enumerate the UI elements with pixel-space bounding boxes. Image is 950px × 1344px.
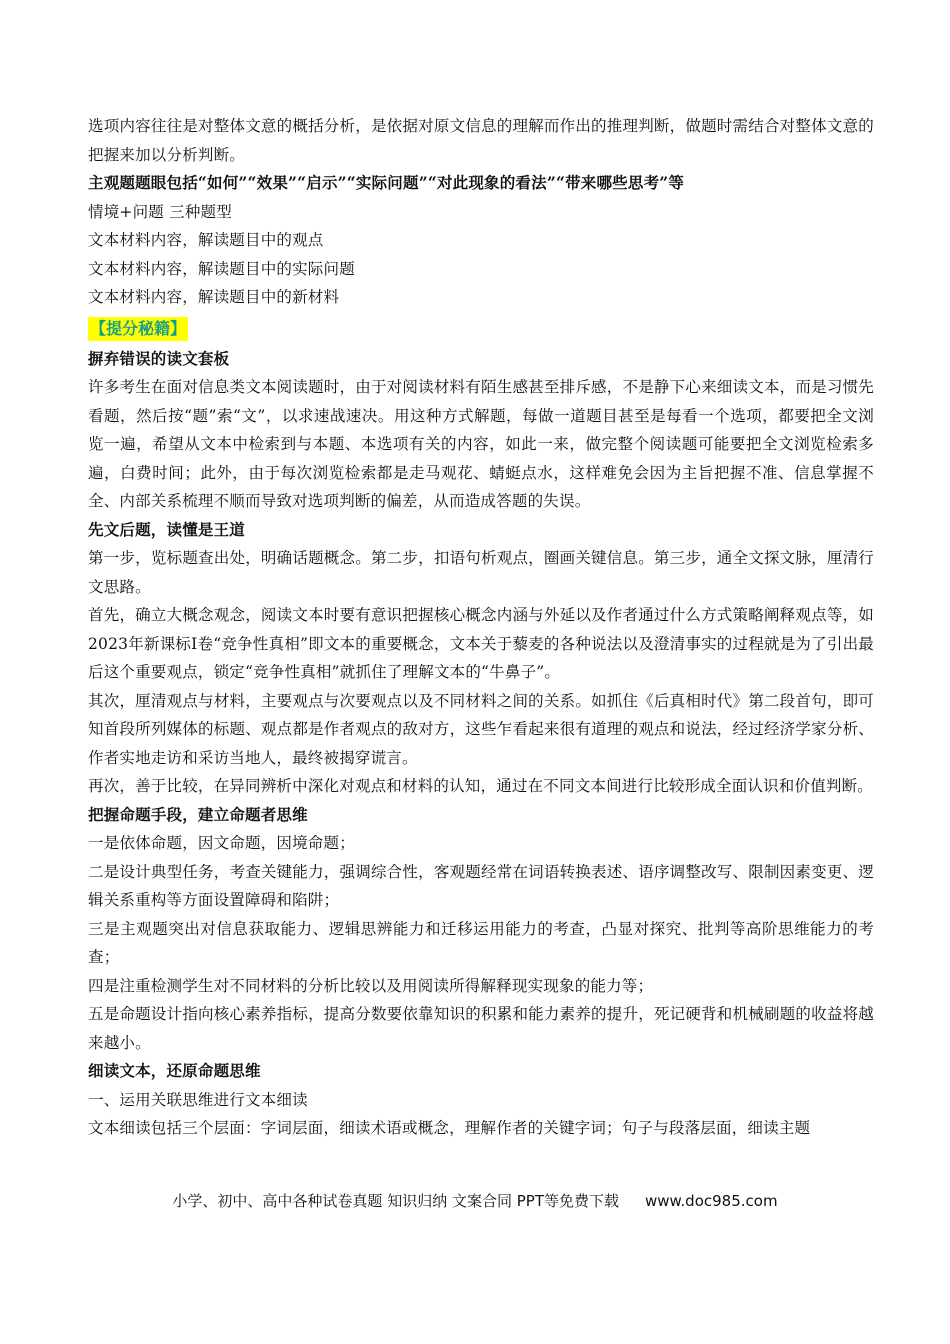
- paragraph-three-steps: 第一步，览标题查出处，明确话题概念。第二步，扣语句析观点，圈画关键信息。第三步，通全文探文脉，厘清行文思路。: [88, 549, 874, 596]
- heading-close-reading: 细读文本，还原命题思维: [88, 1061, 261, 1080]
- paragraph-second-viewpoints: 其次，厘清观点与材料，主要观点与次要观点以及不同材料之间的关系。如抓住《后真相时代》第二段首句，即可知首段所列媒体的标题、观点都是作者观点的敌对方，这些乍看起来很有道理的观点和说法，经过经济学家分析、作者实地走访和采访当地人，最终被揭穿谎言。: [88, 691, 874, 767]
- heading-abandon-wrong-template: 摒弃错误的读文套板: [88, 348, 230, 368]
- subjective-question-keywords: 主观题题眼包括“如何”“效果”“启示”“实际问题”“对此现象的看法”“带来哪些思考”等: [88, 173, 685, 192]
- type-item-viewpoint: 文本材料内容，解读题目中的观点: [88, 231, 324, 249]
- footer-text: 小学、初中、高中各种试卷真题 知识归纳 文案合同 PPT等免费下载: [172, 1192, 619, 1210]
- paragraph-third-compare: 再次，善于比较，在异同辨析中深化对观点和材料的认知，通过在不同文本间进行比较形成全面认识和价值判断。: [88, 777, 874, 795]
- document-body: [88, 112, 874, 1143]
- list-item-two: 二是设计典型任务，考查关键能力，强调综合性，客观题经常在词语转换表述、语序调整改写、限制因素变更、逻辑关系重构等方面设置障碍和陷阱；: [88, 862, 874, 909]
- type-item-new-material: 文本材料内容，解读题目中的新材料: [88, 288, 340, 306]
- page-footer: [0, 1190, 950, 1211]
- question-types-line: 情境+问题 三种题型: [88, 202, 232, 221]
- type-item-practical-problem: 文本材料内容，解读题目中的实际问题: [88, 259, 355, 278]
- footer-url: www.doc985.com: [644, 1192, 778, 1210]
- paragraph-first-concept: 首先，确立大概念观念，阅读文本时要有意识把握核心概念内涵与外延以及作者通过什么方式策略阐释观点等，如2023年新课标Ⅰ卷“竞争性真相”即文本的重要概念，文本关于藜麦的各种说法以及澄清事实的过程就是为了引出最后这个重要观点，锁定“竞争性真相”就抓住了理解文本的“牛鼻子”。: [88, 606, 874, 681]
- tips-badge-row: [88, 314, 874, 344]
- heading-text-first: 先文后题，读懂是王道: [88, 519, 246, 539]
- list-item-four: 四是注重检测学生对不同材料的分析比较以及用阅读所得解释现实现象的能力等；: [88, 976, 654, 995]
- paragraph-options-analysis: 选项内容往往是对整体文意的概括分析，是依据对原文信息的理解而作出的推理判断，做题时需结合对整体文意的把握来加以分析判断。: [88, 117, 874, 164]
- subheading-association-thinking: 一、运用关联思维进行文本细读: [88, 1090, 308, 1109]
- list-item-one: 一是依体命题，因文命题，因境命题；: [88, 834, 355, 852]
- heading-question-setting: 把握命题手段，建立命题者思维: [88, 804, 308, 824]
- list-item-five: 五是命题设计指向核心素养指标，提高分数要依靠知识的积累和能力素养的提升，死记硬背和机械刷题的收益将越来越小。: [88, 1005, 874, 1052]
- tips-badge: 【提分秘籍】: [88, 317, 188, 341]
- list-item-three: 三是主观题突出对信息获取能力、逻辑思辨能力和迁移运用能力的考查，凸显对探究、批判等高阶思维能力的考查；: [88, 919, 874, 966]
- paragraph-wrong-template: 许多考生在面对信息类文本阅读题时，由于对阅读材料有陌生感甚至排斥感，不是静下心来细读文本，而是习惯先看题，然后按“题”索“文”，以求速战速决。用这种方式解题，每做一道题目甚至是每看一个选项，都要把全文浏览一遍，希望从文本中检索到与本题、本选项有关的内容，如此一来，做完整个阅读题可能要把全文浏览检索多遍，白费时间；此外，由于每次浏览检索都是走马观花、蜻蜓点水，这样难免会因为主旨把握不准、信息掌握不全、内部关系梳理不顺而导致对选项判断的偏差，从而造成答题的失误。: [88, 378, 874, 510]
- paragraph-three-levels: 文本细读包括三个层面：字词层面，细读术语或概念，理解作者的关键字词；句子与段落层面，细读主题: [88, 1119, 811, 1137]
